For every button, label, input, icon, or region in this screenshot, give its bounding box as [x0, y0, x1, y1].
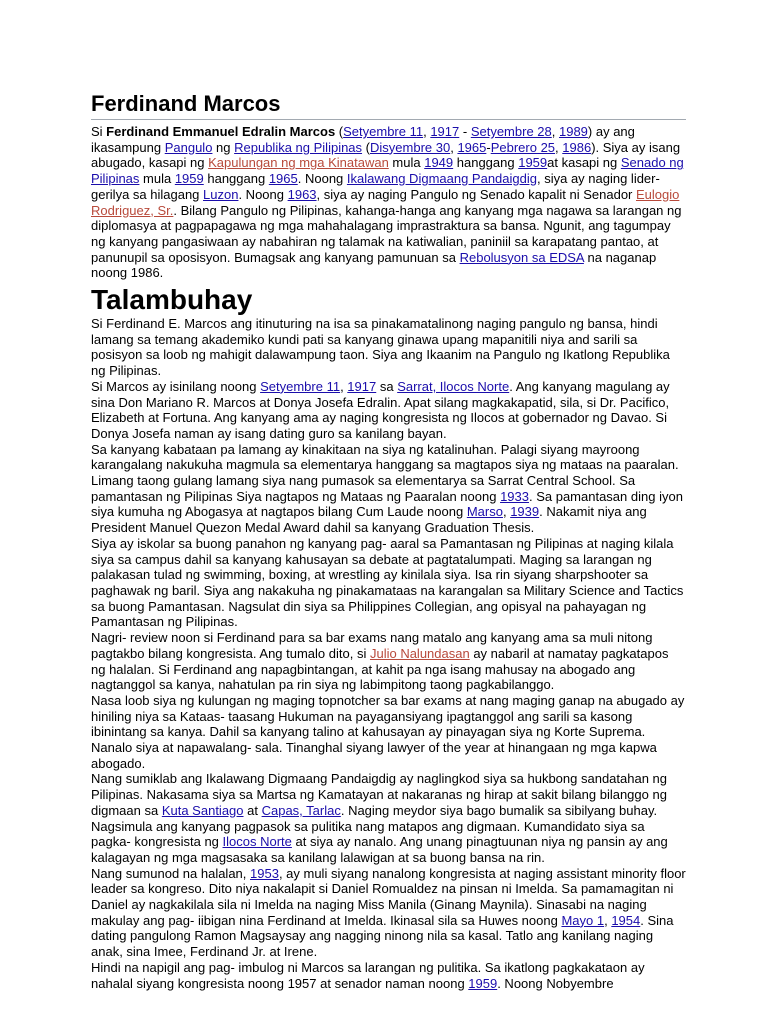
text-run: ( — [362, 139, 370, 155]
text-run: Nasa loob siya ng kulungan ng maging topnotcher sa bar exams at nang maging ganap na abugado ay hiniling niya sa Kataas- taasang Hukuman na payagansiyang ipagtanggol ang sarili sa kasong ibinintang sa kanya. Dahil sa kanyang talino at kahusayan ay pinayagan siya ng Korte Suprema. Nanalo siya at napawalang- sala. Tinanghal siyang lawyer of the year at hinangaan ng mga kapwa abogado. — [91, 692, 685, 771]
text-run: , — [502, 504, 511, 520]
bio-paragraph — [91, 536, 686, 630]
text-run: . Nakamit niya ang President Manuel Quezon Medal Award dahil sa kanyang Graduation Thesis. — [91, 504, 647, 536]
wiki-link[interactable]: Rebolusyon sa EDSA — [459, 249, 584, 265]
wiki-link[interactable]: 1939 — [510, 504, 540, 520]
text-run: , siya ay naging Pangulo ng Senado kapalit ni Senador — [316, 186, 636, 202]
text-run: Si Ferdinand E. Marcos ang itinuturing na isa sa pinakamatalinong naging pangulo ng bansa, hindi lamang sa temang akademiko kundi pati sa kanyang ginawa upang mapanitili niya and sarili sa posisyon sa loob ng mahigit dalawampung taon. Siya ang Ikaanim na Pangulo ng Ikatlong Republika ng Pilipinas. — [91, 316, 670, 379]
wiki-link[interactable]: Setyembre 11 — [260, 378, 341, 394]
text-run: sa — [376, 378, 398, 394]
article — [91, 90, 686, 991]
text-run: , — [450, 139, 458, 155]
text-run: Hindi na napigil ang pag- imbulog ni Marcos sa larangan ng pulitika. Sa ikatlong pagkakataon ay nahalal siyang kongresista noong 1957 at senador naman noong — [91, 959, 645, 991]
wiki-link[interactable]: 1917 — [347, 378, 377, 394]
text-run: ). Siya ay isang abugado, kasapi ng — [91, 139, 681, 171]
bold-subject-name: Ferdinand Emmanuel Edralin Marcos — [106, 124, 336, 139]
wiki-link[interactable]: Setyembre 11 — [343, 124, 424, 139]
wiki-link[interactable]: Senado ng Pilipinas — [91, 155, 684, 187]
wiki-link[interactable]: 1917 — [430, 124, 460, 139]
text-run: Nang sumiklab ang Ikalawang Digmaang Pandaigdig ay naglingkod siya sa hukbong sandatahan ng Pilipinas. Nakasama siya sa Martsa ng Kamatayan at nakaranas ng hirap at sakit bilang bilanggo ng digmaan sa — [91, 771, 668, 818]
text-run: , ay muli siyang nanalong kongresista at naging assistant minority floor leader sa kongreso. Dito niya nakalapit si Daniel Romualdez na pinsan ni Imelda. Sa pamamagitan ni Daniel ay nagkakilala sila ni Imelda na naging Miss Manila (Ginang Maynila). Sinasabi na naging makulay ang pag- iibigan nina Ferdinand at Imelda. Ikinasal sila sa Huwes noong — [91, 865, 686, 928]
wiki-link[interactable]: Capas, Tarlac — [261, 802, 341, 818]
text-run: . Ang kanyang magulang ay sina Don Mariano R. Marcos at Donya Josefa Edralin. Apat silang magkakapatid, sila, si Dr. Pacifico, Elizabeth at Fortuna. Ang kanyang ama ay naging kongresista ng Ilocos at gobernador ng Davao. Si Donya Josefa naman ay isang dating guro sa kanilang bayan. — [91, 378, 670, 441]
wiki-link[interactable]: Pebrero 25 — [490, 139, 556, 155]
text-run: , siya ay naging lider-gerilya sa hilagang — [91, 171, 660, 202]
bio-paragraph — [91, 693, 686, 772]
wiki-link[interactable]: 1963 — [287, 186, 317, 202]
text-run: mula — [388, 155, 425, 171]
text-run: . Naging meydor siya bago bumalik sa sibilyang buhay. — [340, 802, 658, 818]
text-run: Nang sumunod na halalan, — [91, 865, 251, 881]
text-run: at — [243, 802, 262, 818]
wiki-link[interactable]: 1986 — [562, 139, 592, 155]
text-run: hanggang — [453, 155, 519, 171]
text-run: , — [423, 124, 431, 139]
wiki-link[interactable]: 1959 — [518, 155, 548, 171]
wiki-link[interactable]: 1949 — [424, 155, 454, 171]
intro-paragraph — [91, 124, 686, 281]
bio-paragraph — [91, 960, 686, 991]
text-run: , — [604, 912, 612, 928]
wiki-link[interactable]: 1965 — [457, 139, 487, 155]
bio-paragraph — [91, 819, 686, 866]
text-run: ) ay ang ikasampung — [91, 124, 635, 155]
wiki-link[interactable]: 1989 — [558, 124, 588, 139]
wiki-link[interactable]: Eulogio Rodriguez, Sr. — [91, 186, 680, 218]
text-run: . Noong — [238, 186, 288, 202]
wiki-link[interactable]: Kapulungan ng mga Kinatawan — [208, 155, 389, 171]
text-run: . Noong Nobyembre — [497, 975, 614, 991]
text-run: Siya ay iskolar sa buong panahon ng kanyang pag- aaral sa Pamantasan ng Pilipinas at naging kilala siya sa campus dahil sa kanyang kahusayan sa debate at pagtatalumpati. Maging sa larangan ng palakasan tulad ng swimming, boxing, at wrestling ay kinilala siya. Isa rin siyang sharpshooter sa paghawak ng baril. Siya ang nakakuha ng pinakamataas na karangalan sa Military Science and Tactics sa buong Pamantasan. Nagsulat din siya sa Philippines Collegian, ang opisyal na pahayagan ng Pamantasan ng Pilipinas. — [91, 535, 684, 630]
wiki-link[interactable]: Mayo 1 — [561, 912, 605, 928]
text-run: Si Marcos ay isinilang noong — [91, 378, 261, 394]
text-run: na naganap noong 1986. — [91, 249, 657, 281]
wiki-link[interactable]: Ikalawang Digmaang Pandaigdig — [346, 171, 537, 187]
wiki-link[interactable]: 1959 — [174, 171, 204, 187]
text-run: Sa kanyang kabataan pa lamang ay kinakitaan na siya ng katalinuhan. Palagi siyang mayroong karangalang nakukuha magmula sa elementarya hanggang sa magtapos siya ng mataas na paaralan. Limang taong gulang lamang siya nang pumasok sa elementarya sa Sarrat Central School. Sa pamantasan ng Pilipinas Siya nagtapos ng Mataas ng Paaralan noong — [91, 441, 679, 504]
wiki-link[interactable]: Marso — [466, 504, 503, 520]
section-heading-talambuhay: Talambuhay — [91, 284, 253, 316]
bio-paragraph — [91, 866, 686, 960]
text-run: , — [555, 139, 563, 155]
text-run: at kasapi ng — [547, 155, 621, 171]
text-run: at siya ay nanalo. Ang unang pinagtuunan niya ng pansin ay ang kalagayan ng mga magsasaka sa kanilang lalawigan at sa buong bansa na rin. — [91, 834, 668, 865]
page-title: Ferdinand Marcos — [91, 90, 686, 120]
text-run: hanggang — [203, 171, 269, 187]
text-run: , — [340, 378, 348, 394]
wiki-link[interactable]: Kuta Santiago — [161, 802, 244, 818]
wiki-link[interactable]: Republika ng Pilipinas — [234, 139, 363, 155]
bio-paragraph — [91, 630, 686, 693]
text-run: . Noong — [297, 171, 347, 187]
bio-paragraph — [91, 316, 686, 379]
wiki-link[interactable]: Disyembre 30 — [370, 139, 451, 155]
text-run: Nagri- review noon si Ferdinand para sa bar exams nang matalo ang kanyang ama sa muli nitong pagtakbo bilang kongresista. Ang tumalo dito, si — [91, 630, 653, 661]
wiki-link[interactable]: 1953 — [250, 865, 279, 881]
wiki-link[interactable]: Luzon — [203, 186, 239, 202]
wiki-link[interactable]: 1954 — [611, 912, 641, 928]
bio-paragraph — [91, 379, 686, 442]
wiki-link[interactable]: Setyembre 28 — [470, 124, 552, 139]
text-run: ay nabaril at namatay pagkatapos ng halalan. Si Ferdinand ang napagbintangan, at kahit pa nga isang mahusay na abogado ang nagtanggol sa kanya, nahatulan pa rin siya ng labimpitong taong pagkabilanggo. — [91, 645, 669, 693]
wiki-link[interactable]: 1933 — [500, 488, 529, 504]
wiki-link[interactable]: Sarrat, Ilocos Norte — [397, 378, 510, 394]
wiki-link[interactable]: Julio Nalundasan — [369, 645, 470, 661]
wiki-link[interactable]: 1965 — [268, 171, 298, 187]
wiki-link[interactable]: Ilocos Norte — [222, 834, 292, 850]
bio-paragraph — [91, 442, 686, 536]
text-run: Nagsimula ang kanyang pagpasok sa pulitika nang matapos ang digmaan. Kumandidato siya sa pagka- kongresista ng — [91, 818, 645, 850]
text-run: ng — [212, 139, 235, 155]
wiki-link[interactable]: 1959 — [468, 975, 498, 991]
bio-paragraph — [91, 771, 686, 818]
text-run: , — [551, 124, 559, 139]
text-run: . Sina dating pangulong Ramon Magsaysay ang nagging ninong nila sa kasal. Tatlo ang kanilang naging anak, sina Imee, Ferdinand Jr. at Irene. — [91, 912, 674, 960]
text-run: Si — [91, 124, 107, 139]
text-run: . Sa pamantasan ding iyon siya kumuha ng Abogasya at nagtapos bilang Cum Laude noong — [91, 488, 683, 520]
text-run: - — [486, 139, 491, 155]
biography-section — [91, 316, 686, 991]
text-run: ( — [335, 124, 344, 139]
text-run: . Bilang Pangulo ng Pilipinas, kahanga-hanga ang kanyang mga nagawa sa larangan ng diplomasya at pagpapagawa ng mga mahahalagang imprastraktura sa bansa. Ngunit, ang tagumpay ng kanyang pangasiwaan ay nabahiran ng talamak na katiwalian, paniniil sa karapatang pantao, at panunupil sa oposisyon. Bumagsak ang kanyang pamunuan sa — [91, 202, 682, 265]
text-run: mula — [139, 171, 175, 187]
wiki-link[interactable]: Pangulo — [164, 139, 213, 155]
text-run: - — [459, 124, 471, 139]
